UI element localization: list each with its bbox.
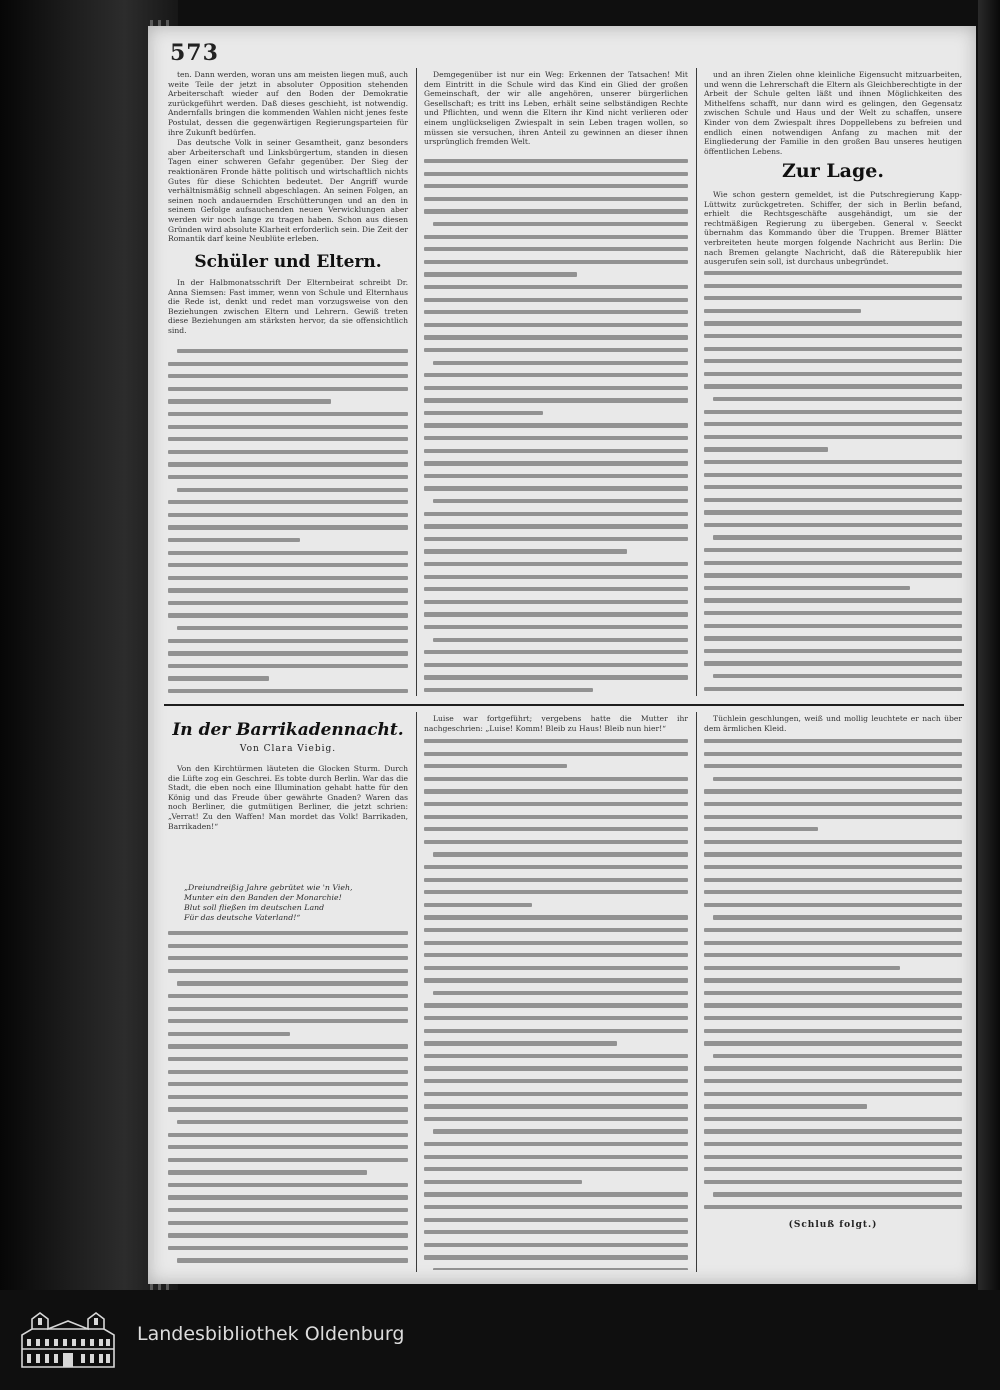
text-line (168, 387, 408, 397)
text-line (168, 676, 408, 686)
heading-schueler-und-eltern: Schüler und Eltern. (194, 252, 382, 272)
text-line (424, 298, 688, 308)
text-line (168, 462, 408, 472)
text-line (168, 1133, 408, 1143)
paragraph: Das deutsche Volk in seiner Gesamtheit, ganz besonders aber Arbeiterschaft und Linksbürgertum, standen in diesen Tagen einer schweren Gefahr gegenüber. Der Sieg der reaktionären Fronde hätte politisch und wirtschaftlich nichts Gutes für diese Schichten bedeutet. Der Angriff wurde verhältnismäßig schnell abgeschlagen. An seinen Folgen, an seinen noch andauernden Erschütterungen und an den in seinem Gefolge aufsauchenden neuen Verwicklungen aber werden wir noch lange zu tragen haben. Schon aus diesen Gründen wird absolute Klarheit erforderlich sein. Die Zeit der Romantik darf keine Neublüte erleben. (168, 138, 408, 244)
text-lines (704, 736, 962, 1214)
text-line (168, 437, 408, 447)
library-building-logo (18, 1309, 118, 1371)
text-line (704, 815, 962, 825)
heading-zur-lage: Zur Lage. (782, 160, 884, 182)
text-line (704, 915, 962, 925)
text-line (424, 777, 688, 787)
text-line (168, 399, 408, 409)
text-line (424, 549, 688, 559)
text-line (168, 1120, 408, 1130)
text-line (424, 1104, 688, 1114)
text-line (704, 347, 962, 357)
column-feuilleton-1b (168, 928, 408, 1268)
text-line (424, 600, 688, 610)
text-line (424, 1066, 688, 1076)
text-line (704, 636, 962, 646)
text-line (704, 1092, 962, 1102)
text-line (424, 172, 688, 182)
text-line (424, 235, 688, 245)
text-line (424, 638, 688, 648)
text-lines (424, 156, 688, 696)
text-line (704, 586, 962, 596)
column-feuilleton-2 (424, 714, 688, 1270)
text-line (168, 1246, 408, 1256)
text-line (168, 588, 408, 598)
text-line (704, 966, 962, 976)
newspaper-page (148, 26, 976, 1284)
text-line (424, 398, 688, 408)
text-line (168, 1233, 408, 1243)
poem-line: „Dreiundreißig Jahre gebrütet wie 'n Vieh, (184, 883, 353, 892)
poem-line: Munter ein den Banden der Monarchie! (184, 893, 342, 902)
text-line (424, 1117, 688, 1127)
text-line (704, 941, 962, 951)
text-line (424, 1218, 688, 1228)
text-line (704, 1117, 962, 1127)
text-line (168, 639, 408, 649)
text-line (424, 247, 688, 257)
text-line (704, 674, 962, 684)
text-line (168, 475, 408, 485)
text-line (704, 624, 962, 634)
text-line (424, 1016, 688, 1026)
text-line (168, 450, 408, 460)
byline: Von Clara Viebig. (239, 744, 337, 754)
text-line (424, 423, 688, 433)
text-line (704, 1016, 962, 1026)
text-line (168, 500, 408, 510)
text-line (168, 689, 408, 698)
text-line (704, 1079, 962, 1089)
column-2-top (424, 70, 688, 696)
text-line (424, 1243, 688, 1253)
text-line (424, 386, 688, 396)
text-line (704, 1142, 962, 1152)
text-line (168, 994, 408, 1004)
text-line (424, 1142, 688, 1152)
text-line (424, 890, 688, 900)
text-line (704, 991, 962, 1001)
text-line (168, 1070, 408, 1080)
text-line (704, 789, 962, 799)
text-line (704, 739, 962, 749)
text-line (424, 941, 688, 951)
column-1-article (168, 278, 408, 698)
text-line (424, 650, 688, 660)
text-line (704, 447, 962, 457)
text-line (424, 575, 688, 585)
text-line (424, 688, 688, 696)
text-line (168, 1057, 408, 1067)
text-line (168, 1007, 408, 1017)
paragraph: und an ihren Zielen ohne kleinliche Eigensucht mitzuarbeiten, und wenn die Lehrerschaft die Eltern als Gleichberechtigte in der Arbeit der Schule gelten läßt und ihnen Möglichkeiten des Mithelfens schafft, nur dann wird es gelingen, den Gegensatz zwischen Schule und Haus und der Welt zu schaffen, unsere Kinder von dem Zwiespalt ihres Doppellebens zu befreien und endlich einen notwendigen Anfang zu machen mit der Eingliederung der Familie in den großen Bau unseres heutigen öffentlichen Lebens. (704, 70, 962, 156)
paragraph: Luise war fortgeführt; vergebens hatte die Mutter ihr nachgeschrien: „Luise! Komm! Bleib zu Haus! Bleib nun hier!“ (424, 714, 688, 733)
text-line (168, 1195, 408, 1205)
text-line (424, 966, 688, 976)
text-line (168, 969, 408, 979)
text-line (424, 335, 688, 345)
text-line (704, 802, 962, 812)
text-line (168, 1183, 408, 1193)
text-line (424, 361, 688, 371)
section-divider (164, 704, 964, 706)
text-line (704, 764, 962, 774)
text-line (704, 649, 962, 659)
text-line (704, 890, 962, 900)
poem (184, 883, 404, 923)
column-feuilleton-1 (168, 764, 408, 880)
text-line (424, 461, 688, 471)
text-line (704, 485, 962, 495)
text-line (424, 272, 688, 282)
text-line (704, 548, 962, 558)
text-line (704, 1029, 962, 1039)
text-line (168, 1095, 408, 1105)
column-rule (696, 68, 697, 696)
page-number: 573 (170, 40, 219, 66)
text-line (704, 1041, 962, 1051)
text-line (168, 1221, 408, 1231)
text-line (424, 827, 688, 837)
text-line (704, 865, 962, 875)
text-lines (424, 736, 688, 1270)
text-line (424, 852, 688, 862)
text-line (424, 663, 688, 673)
text-line (168, 944, 408, 954)
text-line (424, 752, 688, 762)
text-line (704, 284, 962, 294)
paragraph: Demgegenüber ist nur ein Weg: Erkennen der Tatsachen! Mit dem Eintritt in die Schule wird das Kind ein Glied der großen Gemeinschaft, der wir alle angehören, unserer bürgerlichen Gesellschaft; es tritt ins Leben, erhält seine selbständigen Rechte und Pflichten, und wenn die Eltern ihr Kind nicht verlieren oder einem unglückseligen Zwiespalt in sein Leben tragen wollen, so müssen sie versuchen, ihren Anteil zu gewinnen an dieser ihnen ursprünglich fremden Welt. (424, 70, 688, 147)
text-line (424, 903, 688, 913)
text-line (704, 309, 962, 319)
heading-barrikadennacht: In der Barrikadennacht. (172, 720, 404, 740)
paragraph: Tüchlein geschlungen, weiß und mollig leuchtete er nach über dem ärmlichen Kleid. (704, 714, 962, 733)
paragraph: In der Halbmonatsschrift Der Elternbeirat schreibt Dr. Anna Siemsen: Fast immer, wenn von Schule und Elternhaus die Rede ist, denkt und redet man vorzugsweise von den Beziehungen zwischen Eltern und Lehrern. Gewiß treten diese Beziehungen am stärksten hervor, da sie offensichtlich sind. (168, 278, 408, 335)
column-1-top (168, 70, 408, 246)
text-line (704, 384, 962, 394)
text-line (424, 1230, 688, 1240)
text-line (424, 840, 688, 850)
text-line (424, 587, 688, 597)
text-line (424, 612, 688, 622)
text-line (424, 184, 688, 194)
text-line (704, 359, 962, 369)
text-line (424, 411, 688, 421)
text-line (704, 1180, 962, 1190)
text-line (424, 1092, 688, 1102)
text-line (704, 334, 962, 344)
text-line (168, 362, 408, 372)
text-line (704, 903, 962, 913)
text-line (424, 1079, 688, 1089)
text-line (168, 1258, 408, 1268)
text-line (424, 197, 688, 207)
poem-line: Für das deutsche Vaterland!“ (184, 913, 301, 922)
text-line (704, 687, 962, 696)
paragraph: ten. Dann werden, woran uns am meisten liegen muß, auch weite Teile der jetzt in absoluter Opposition stehenden Arbeiterschaft wieder auf den Boden der Demokratie zurückgeführt werden. Daß dieses geschieht, ist notwendig. Andernfalls bringen die kommenden Wahlen nicht jenes feste Postulat, dessen die gegenwärtigen Regierungsparteien für ihre Zukunft bedürfen. (168, 70, 408, 137)
library-footer (0, 1290, 1000, 1390)
text-line (168, 525, 408, 535)
text-line (424, 486, 688, 496)
text-line (424, 1003, 688, 1013)
text-line (424, 562, 688, 572)
column-3-top (704, 70, 962, 158)
text-line (168, 651, 408, 661)
text-line (424, 978, 688, 988)
text-line (424, 373, 688, 383)
text-line (424, 436, 688, 446)
text-line (704, 978, 962, 988)
text-line (704, 561, 962, 571)
text-line (704, 573, 962, 583)
text-line (704, 1205, 962, 1214)
text-line (424, 625, 688, 635)
text-line (704, 953, 962, 963)
column-rule (696, 712, 697, 1272)
text-line (704, 611, 962, 621)
text-line (704, 535, 962, 545)
text-line (424, 537, 688, 547)
text-line (168, 551, 408, 561)
text-lines (168, 346, 408, 698)
column-3-article (704, 190, 962, 696)
text-line (168, 1208, 408, 1218)
text-line (424, 915, 688, 925)
text-line (424, 1029, 688, 1039)
text-line (704, 397, 962, 407)
text-line (704, 460, 962, 470)
text-line (704, 321, 962, 331)
text-line (704, 1003, 962, 1013)
text-line (424, 789, 688, 799)
text-line (168, 488, 408, 498)
text-line (704, 878, 962, 888)
text-line (704, 523, 962, 533)
paragraph: Von den Kirchtürmen läuteten die Glocken Sturm. Durch die Lüfte zog ein Geschrei. Es tobte durch Berlin. War das die Stadt, die eben noch eine Illumination gehabt hatte für den König und das Freude über gewährte Gnaden? Waren das noch Berliner, die gutmütigen Berliner, die jetzt schrien: „Verrat! Zu den Waffen! Man mordet das Volk! Barrikaden, Barrikaden!“ (168, 764, 408, 831)
text-line (704, 1129, 962, 1139)
text-line (704, 1054, 962, 1064)
text-line (424, 1129, 688, 1139)
text-line (168, 626, 408, 636)
text-line (424, 285, 688, 295)
text-line (424, 1255, 688, 1265)
text-line (168, 374, 408, 384)
text-line (704, 827, 962, 837)
text-line (704, 422, 962, 432)
text-line (168, 563, 408, 573)
text-line (704, 777, 962, 787)
text-line (704, 598, 962, 608)
text-line (168, 576, 408, 586)
column-rule (416, 68, 417, 696)
text-line (168, 1158, 408, 1168)
text-line (424, 675, 688, 685)
text-line (704, 1167, 962, 1177)
text-line (168, 1032, 408, 1042)
text-line (424, 499, 688, 509)
text-line (168, 412, 408, 422)
text-line (168, 538, 408, 548)
text-line (168, 956, 408, 966)
text-lines (704, 268, 962, 696)
text-line (704, 1066, 962, 1076)
text-line (168, 1019, 408, 1029)
text-line (424, 524, 688, 534)
poem-line: Blut soll fließen im deutschen Land (184, 903, 325, 912)
text-line (704, 928, 962, 938)
text-line (168, 931, 408, 941)
text-line (704, 752, 962, 762)
text-line (168, 601, 408, 611)
text-line (424, 310, 688, 320)
text-line (424, 865, 688, 875)
text-line (704, 840, 962, 850)
text-line (704, 410, 962, 420)
text-line (704, 435, 962, 445)
text-line (168, 664, 408, 674)
text-line (704, 1192, 962, 1202)
text-line (424, 739, 688, 749)
text-line (168, 425, 408, 435)
text-line (424, 928, 688, 938)
text-line (704, 372, 962, 382)
text-line (168, 1145, 408, 1155)
column-feuilleton-3 (704, 714, 962, 1214)
text-line (424, 1041, 688, 1051)
text-line (704, 296, 962, 306)
text-line (424, 1054, 688, 1064)
text-line (424, 260, 688, 270)
text-line (168, 513, 408, 523)
text-line (168, 1044, 408, 1054)
text-line (168, 1082, 408, 1092)
text-line (424, 764, 688, 774)
text-line (704, 498, 962, 508)
text-line (424, 159, 688, 169)
text-line (424, 1268, 688, 1270)
text-line (424, 815, 688, 825)
text-line (424, 449, 688, 459)
paragraph: Wie schon gestern gemeldet, ist die Putschregierung Kapp-Lüttwitz zurückgetreten. Schiffer, der sich in Berlin befand, erhielt die Rechtsgeschäfte ausgehändigt, um sie der rechtmäßigen Regierung zu übergeben. General v. Seeckt übernahm das Kommando über die Truppen. Bremer Blätter verbreiteten heute morgen folgende Nachricht aus Berlin: Die nach Bremen gelangte Nachricht, daß die Räterepublik hier ausgerufen sein soll, ist durchaus unbegründet. (704, 190, 962, 267)
text-lines (168, 928, 408, 1268)
text-line (704, 510, 962, 520)
text-line (168, 349, 408, 359)
continuation-note: (Schluß folgt.) (788, 1220, 878, 1230)
text-line (424, 323, 688, 333)
text-line (424, 991, 688, 1001)
text-line (704, 473, 962, 483)
library-name: Landesbibliothek Oldenburg (137, 1323, 405, 1345)
text-line (424, 1167, 688, 1177)
text-line (704, 271, 962, 281)
text-line (168, 1170, 408, 1180)
text-line (168, 1107, 408, 1117)
text-line (424, 1180, 688, 1190)
text-line (704, 661, 962, 671)
text-line (424, 512, 688, 522)
text-line (424, 209, 688, 219)
text-line (704, 852, 962, 862)
column-rule (416, 712, 417, 1272)
page-shadow (148, 50, 154, 1260)
text-line (424, 474, 688, 484)
text-line (704, 1155, 962, 1165)
text-line (424, 878, 688, 888)
text-line (424, 1205, 688, 1215)
text-line (704, 1104, 962, 1114)
text-line (424, 348, 688, 358)
text-line (424, 222, 688, 232)
text-line (424, 1192, 688, 1202)
text-line (424, 1155, 688, 1165)
text-line (168, 613, 408, 623)
text-line (424, 802, 688, 812)
text-line (424, 953, 688, 963)
text-line (168, 981, 408, 991)
book-right-edge (978, 0, 1000, 1390)
